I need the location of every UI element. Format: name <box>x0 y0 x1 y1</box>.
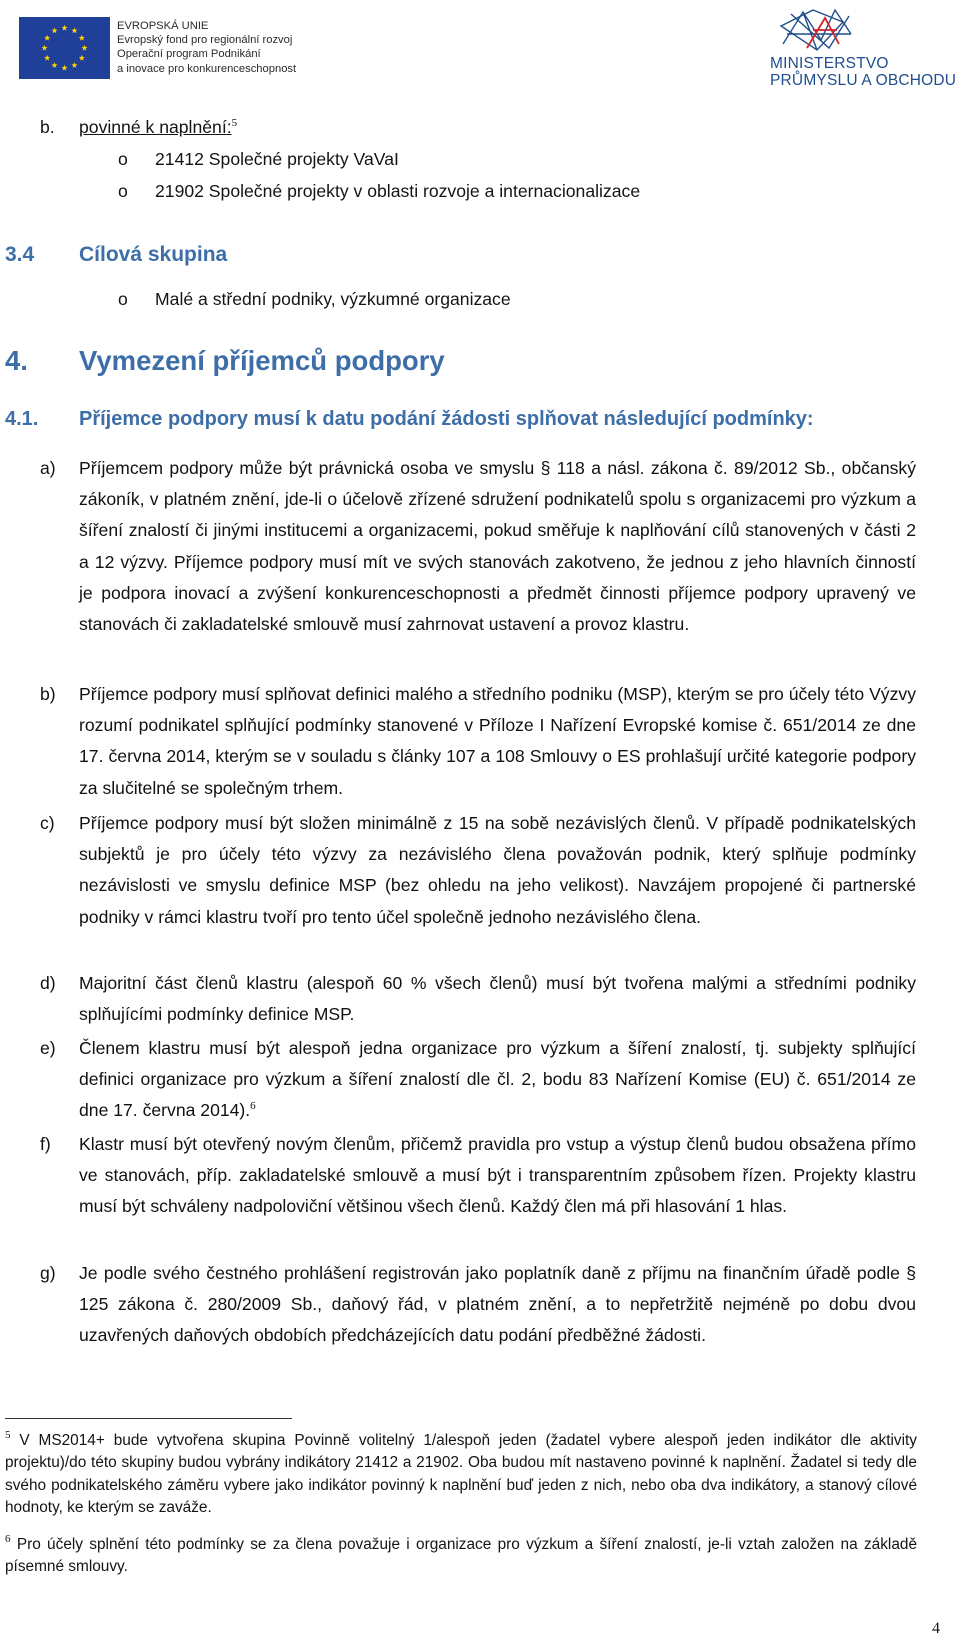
footnote-5 <box>5 1430 917 1520</box>
footnote-number: 5 <box>5 1429 11 1441</box>
page-number: 4 <box>932 1620 940 1637</box>
page-header <box>0 0 960 95</box>
bullet-marker: o <box>118 149 128 169</box>
item-label: a) <box>40 458 56 478</box>
section-3-4-title: Cílová skupina <box>79 243 228 266</box>
item-label: b) <box>40 684 56 704</box>
footnote-ref-6[interactable]: 6 <box>250 1100 256 1113</box>
section-4-1-number: 4.1. <box>5 408 39 430</box>
footnote-ref-5[interactable]: 5 <box>231 117 238 129</box>
eu-line: Operační program Podnikání <box>117 48 261 61</box>
mpo-logo-text <box>770 55 957 89</box>
item-text: Příjemce podpory musí splňovat definici malého a středního podniku (MSP), kterým se pro účely této Výzvy rozumí podnikatel splňující podmínky stanovené v Příloze I Nařízení Evropské komise č. 651/2014 ze dne 17. června 2014, kterým se v souladu s články 107 a 108 Smlouvy o ES prohlašují určité kategorie podpory za slučitelné se společným trhem. <box>79 684 916 798</box>
item-text: Příjemcem podpory může být právnická osoba ve smyslu § 118 a násl. zákona č. 89/2012 Sb., občanský zákoník, v platném znění, jde-li o účelově zřízené sdružení podnikatelů spolu s organizacemi pro výzkum a šíření znalostí či jinými institucemi a organizacemi, pokud směřuje k naplňování cílů stanovených v části 2 a 12 výzvy. Příjemce podpory musí mít ve svých stanovách zakotveno, že jednou z jeho hlavních činností je podpora inovací a zvýšení konkurenceschopnosti a předmět činnosti příjemce podpory upravený ve stanovách či zakladatelské smlouvě musí zahrnovat ustavení a provoz klastru. <box>79 458 916 635</box>
eu-line: a inovace pro konkurenceschopnost <box>117 62 297 75</box>
item-text: Členem klastru musí být alespoň jedna organizace pro výzkum a šíření znalostí, tj. subjekty splňující definici organizace pro výzkum a šíření znalostí dle čl. 2, bodu 83 Nařízení Komise (EU) č. 651/2014 ze dne 17. června 2014). <box>79 1038 916 1121</box>
footnote-text: Pro účely splnění této podmínky se za člena považuje i organizace pro výzkum a šíření znalostí, je-li vztah založen na základě písemné smlouvy. <box>5 1536 918 1576</box>
footnote-text: V MS2014+ bude vytvořena skupina Povinně volitelný 1/alespoň jeden (žadatel vybere alespoň jeden indikátor dle aktivity projektu)/do této skupiny budou vybrány indikátory 21412 a 21902. Oba budou mít nastaveno povinné k naplnění. Žadatel si tedy dle svého podnikatelského záměru vybere jako indikátor povinný k naplnění buď jeden z nich, nebo oba dva indikátory, a stanový cílové hodnoty, ke kterým se zaváže. <box>5 1432 918 1517</box>
mpo-line: MINISTERSTVO <box>770 55 889 72</box>
item-label: d) <box>40 973 56 993</box>
mpo-line: PRŮMYSLU A OBCHODU <box>770 71 957 89</box>
section-4-number: 4. <box>5 345 28 376</box>
item-text: Majoritní část členů klastru (alespoň 60 % všech členů) musí být tvořena malými a středními podniky splňujícími podmínky definice MSP. <box>79 973 916 1025</box>
section-b-label: b. <box>40 117 55 137</box>
section-4-title: Vymezení příjemců podpory <box>79 345 445 376</box>
footnote-separator <box>5 1418 292 1419</box>
section-b-title-row <box>79 117 237 138</box>
item-label: g) <box>40 1263 56 1283</box>
item-text: Klastr musí být otevřený novým členům, přičemž pravidla pro vstup a výstup členů budou obsažena přímo ve stanovách, příp. zakladatelské smlouvě a musí být i transparentním způsobem řízen. Projekty klastru musí být schváleny nadpoloviční většinou všech členů. Každý člen má při hlasování 1 hlas. <box>79 1134 916 1217</box>
eu-line: EVROPSKÁ UNIE <box>117 20 209 32</box>
footnote-6 <box>5 1534 917 1579</box>
target-group-bullet: Malé a střední podniky, výzkumné organizace <box>155 289 511 309</box>
eu-logo-text <box>117 19 296 76</box>
item-text: Je podle svého čestného prohlášení registrován jako poplatník daně z příjmu na finančním úřadě podle § 125 zákona č. 280/2009 Sb., daňový řád, v platném znění, a to nepřetržitě nejméně po dobu dvou uzavřených daňových obdobích předcházejících datu podání předběžné žádosti. <box>79 1263 916 1346</box>
item-text: Příjemce podpory musí být složen minimálně z 15 na sobě nezávislých členů. V případě podnikatelských subjektů je pro účely této výzvy za nezávislého člena považován podnik, který splňuje podmínky nezávislosti ve smyslu definice MSP (bez ohledu na jeho velikost). Navzájem propojené či partnerské podniky v rámci klastru tvoří pro tento účel společně jednoho nezávislého člena. <box>79 813 916 927</box>
indicator-bullet: 21902 Společné projekty v oblasti rozvoje a internacionalizace <box>155 181 641 201</box>
section-3-4-number: 3.4 <box>5 243 35 266</box>
section-b-title: povinné k naplnění: <box>79 117 232 137</box>
item-label: f) <box>40 1134 51 1154</box>
item-label: e) <box>40 1038 56 1058</box>
bullet-marker: o <box>118 181 128 201</box>
bullet-marker: o <box>118 289 128 309</box>
section-4-1-title: Příjemce podpory musí k datu podání žádosti splňovat následující podmínky: <box>79 408 814 430</box>
eu-flag-logo <box>19 17 110 79</box>
eu-line: Evropský fond pro regionální rozvoj <box>117 34 293 47</box>
item-text-wrap <box>79 1033 916 1127</box>
item-label: c) <box>40 813 55 833</box>
indicator-bullet: 21412 Společné projekty VaVaI <box>155 149 399 169</box>
footnote-number: 6 <box>5 1533 11 1545</box>
mpo-logo-mark <box>773 4 859 56</box>
